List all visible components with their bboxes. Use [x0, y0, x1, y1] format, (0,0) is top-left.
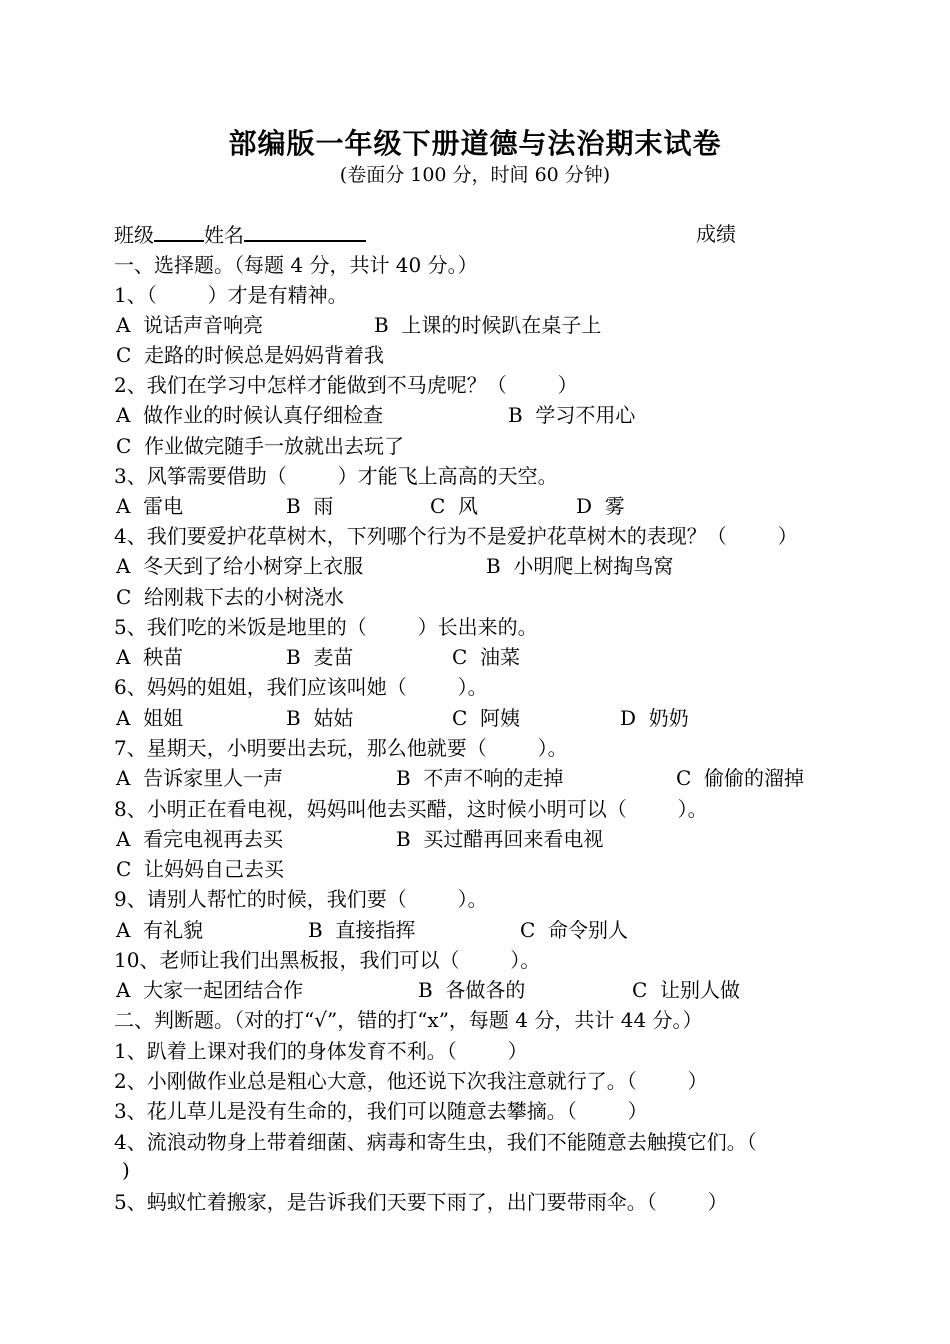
q7-option-c: C 偷偷的溜掉	[676, 766, 805, 790]
question-8: 8、小明正在看电视，妈妈叫他去买醋，这时候小明可以（ ）。	[114, 797, 708, 821]
question-5: 5、我们吃的米饭是地里的（ ）长出来的。	[114, 615, 538, 639]
section1-heading: 一、选择题。（每题 4 分，共计 40 分。）	[114, 253, 478, 277]
class-label: 班级	[114, 223, 154, 247]
q3-option-b: B 雨	[286, 494, 334, 518]
q5-option-c: C 油菜	[452, 645, 521, 669]
page-title: 部编版一年级下册道德与法治期末试卷	[228, 127, 722, 160]
question-10: 10、老师让我们出黑板报，我们可以（ ）。	[114, 948, 541, 972]
section2-heading: 二、判断题。（对的打“√”，错的打“x”，每题 4 分，共计 44 分。）	[114, 1008, 703, 1032]
student-info-row	[114, 222, 366, 247]
name-blank	[244, 222, 366, 242]
q1-option-a: A 说话声音响亮	[116, 313, 264, 337]
q3-option-a: A 雷电	[116, 494, 184, 518]
judgement-1: 1、趴着上课对我们的身体发育不利。（ ）	[114, 1039, 528, 1063]
question-2: 2、我们在学习中怎样才能做到不马虎呢？（ ）	[114, 373, 578, 397]
q8-option-a: A 看完电视再去买	[116, 827, 284, 851]
q3-option-c: C 风	[430, 494, 479, 518]
q5-option-b: B 麦苗	[286, 645, 354, 669]
q10-option-b: B 各做各的	[418, 978, 526, 1002]
q2-option-b: B 学习不用心	[508, 403, 636, 427]
q7-option-b: B 不声不响的走掉	[396, 766, 564, 790]
q9-option-a: A 有礼貌	[116, 918, 204, 942]
q1-option-b: B 上课的时候趴在桌子上	[374, 313, 602, 337]
q6-option-c: C 阿姨	[452, 706, 521, 730]
question-4: 4、我们要爱护花草树木，下列哪个行为不是爱护花草树木的表现？（ ）	[114, 524, 798, 548]
judgement-4: 4、流浪动物身上带着细菌、病毒和寄生虫，我们不能随意去触摸它们。（	[114, 1130, 757, 1154]
q4-option-b: B 小明爬上树掏鸟窝	[486, 554, 674, 578]
q2-option-c: C 作业做完随手一放就出去玩了	[116, 434, 405, 458]
q6-option-a: A 姐姐	[116, 706, 184, 730]
q5-option-a: A 秧苗	[116, 645, 184, 669]
judgement-5: 5、蚂蚁忙着搬家，是告诉我们天要下雨了，出门要带雨伞。（ ）	[114, 1190, 728, 1214]
q2-option-a: A 做作业的时候认真仔细检查	[116, 403, 384, 427]
q1-option-c: C 走路的时候总是妈妈背着我	[116, 343, 385, 367]
page-subtitle: (卷面分 100 分，时间 60 分钟)	[339, 164, 611, 186]
q6-option-d: D 奶奶	[620, 706, 689, 730]
question-3: 3、风筝需要借助（ ）才能飞上高高的天空。	[114, 464, 558, 488]
question-1: 1、（ ）才是有精神。	[114, 283, 348, 307]
score-label: 成绩	[696, 222, 736, 246]
judgement-4-continuation: )	[122, 1158, 130, 1182]
q9-option-b: B 直接指挥	[308, 918, 416, 942]
q10-option-a: A 大家一起团结合作	[116, 978, 304, 1002]
q10-option-c: C 让别人做	[632, 978, 741, 1002]
q7-option-a: A 告诉家里人一声	[116, 766, 284, 790]
q6-option-b: B 姑姑	[286, 706, 354, 730]
question-9: 9、请别人帮忙的时候，我们要（ ）。	[114, 887, 488, 911]
judgement-3: 3、花儿草儿是没有生命的，我们可以随意去攀摘。（ ）	[114, 1099, 648, 1123]
judgement-2: 2、小刚做作业总是粗心大意，他还说下次我注意就行了。（ ）	[114, 1069, 708, 1093]
q8-option-c: C 让妈妈自己去买	[116, 857, 285, 881]
question-6: 6、妈妈的姐姐，我们应该叫她（ ）。	[114, 675, 488, 699]
q4-option-a: A 冬天到了给小树穿上衣服	[116, 554, 364, 578]
q8-option-b: B 买过醋再回来看电视	[396, 827, 604, 851]
q9-option-c: C 命令别人	[520, 918, 629, 942]
class-blank	[154, 222, 204, 242]
q3-option-d: D 雾	[576, 494, 625, 518]
q4-option-c: C 给刚栽下去的小树浇水	[116, 585, 345, 609]
question-7: 7、星期天，小明要出去玩，那么他就要（ ）。	[114, 736, 568, 760]
name-label: 姓名	[204, 223, 244, 247]
